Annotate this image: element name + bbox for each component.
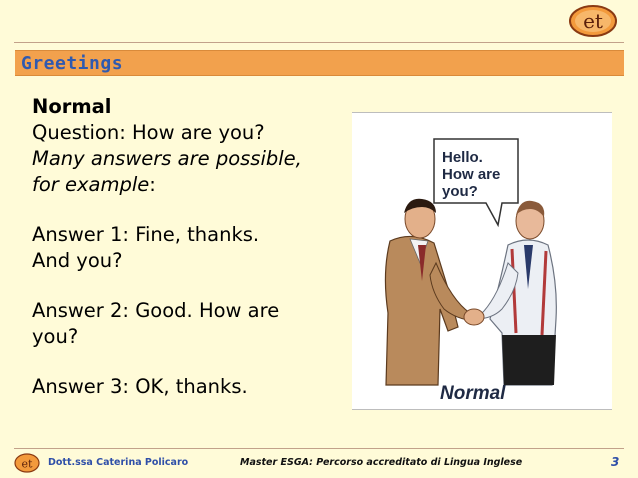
handshake-illustration — [352, 112, 612, 410]
answer-3-line: Answer 3: OK, thanks. — [32, 375, 248, 398]
answer-1-line-1: Answer 1: Fine, thanks. — [32, 223, 260, 246]
logo-text: et — [583, 9, 603, 33]
slide-title: Greetings — [21, 53, 124, 74]
question-line: Question: How are you? — [32, 121, 265, 144]
handshake-hands — [464, 309, 484, 325]
slide-body — [32, 94, 352, 400]
speech-bubble-text — [442, 149, 500, 200]
top-divider — [14, 42, 624, 43]
footer-author: Dott.ssa Caterina Policaro — [48, 457, 189, 468]
title-bar — [15, 50, 624, 76]
intro-line-1: Many answers are possible, — [32, 147, 302, 170]
et-logo-small-icon — [14, 453, 40, 473]
bubble-line-2: How are — [442, 166, 501, 183]
spacer — [32, 198, 352, 222]
answer-2-line-1: Answer 2: Good. How are — [32, 299, 280, 322]
intro-line-2 — [32, 172, 352, 198]
spacer — [32, 350, 352, 374]
illustration-caption: Normal — [440, 383, 506, 404]
footer-course: Master ESGA: Percorso accreditato di Lingua Inglese — [240, 457, 523, 468]
answer-2-line-2: you? — [32, 325, 79, 348]
answer-1-line-2: And you? — [32, 249, 123, 272]
intro-colon: : — [149, 173, 156, 196]
bottom-divider — [14, 448, 624, 449]
spacer — [32, 274, 352, 298]
logo-small-text: et — [21, 457, 33, 471]
bubble-line-1: Hello. — [442, 149, 483, 166]
bubble-line-3: you? — [442, 183, 478, 200]
page-number: 3 — [611, 455, 620, 469]
section-heading: Normal — [32, 95, 112, 118]
et-logo-icon — [568, 4, 618, 38]
intro-italic-text: for example — [32, 173, 150, 196]
